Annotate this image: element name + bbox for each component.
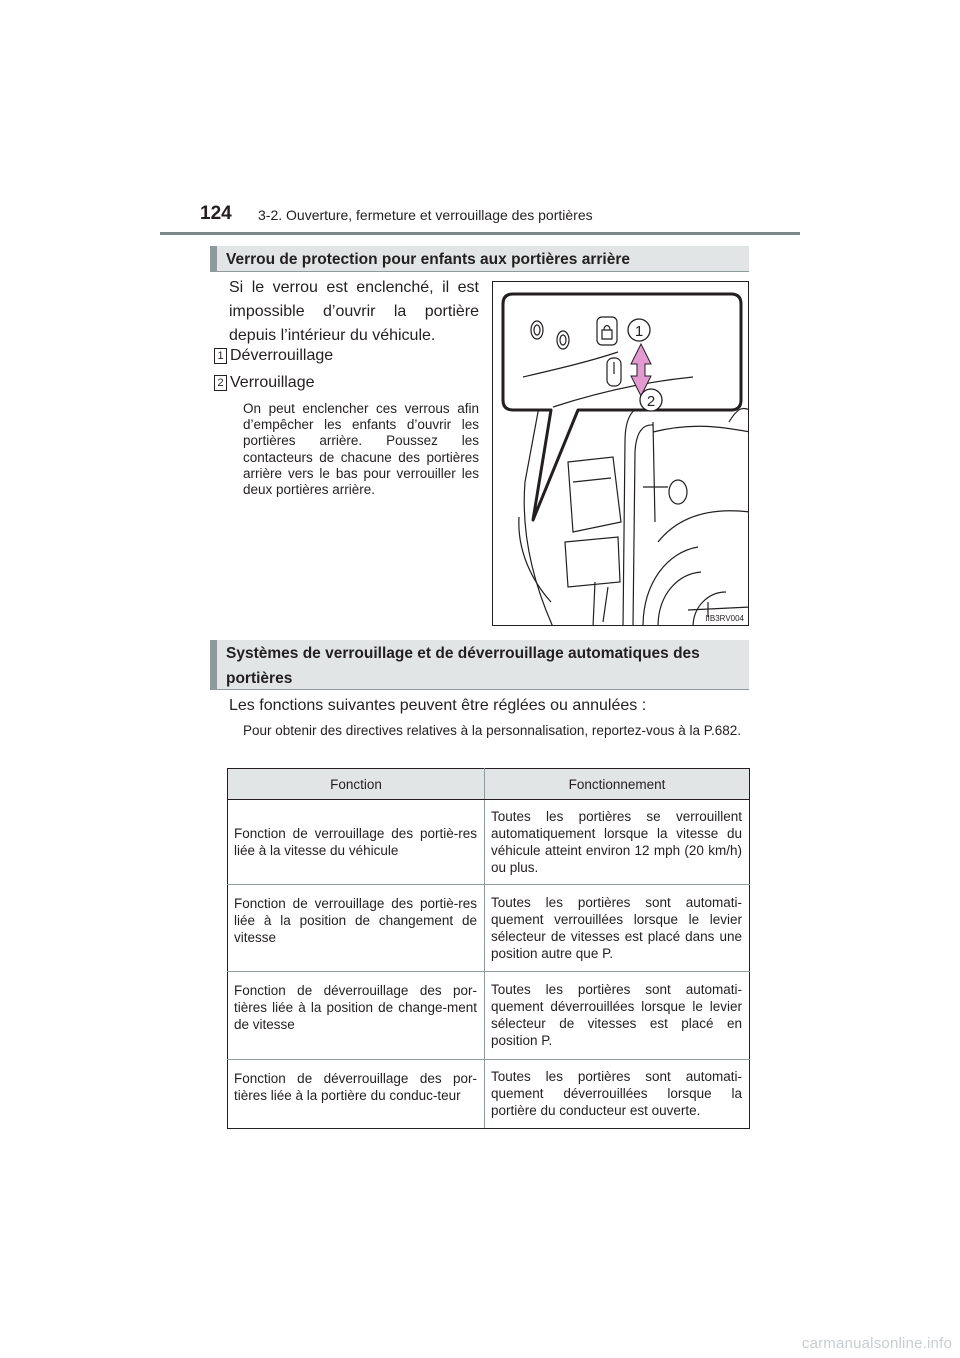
callout-1 — [628, 319, 650, 341]
table-header-row — [228, 769, 750, 800]
rear-door-drawing — [493, 282, 749, 626]
cell-fonctionnement: Toutes les portières sont automati-quement déverrouillées lorsque le levier sélecteur de vitesses est placé en position P. — [485, 972, 750, 1060]
svg-text:2: 2 — [646, 393, 656, 410]
cell-fonction: Fonction de verrouillage des portiè-res liée à la vitesse du véhicule — [228, 800, 485, 885]
table-row — [228, 800, 750, 885]
cell-fonction: Fonction de déverrouillage des por-tières liée à la portière du conduc-teur — [228, 1060, 485, 1129]
watermark: carmanualsonline.info — [801, 1335, 952, 1352]
child-lock-illustration — [492, 281, 749, 626]
cell-fonction: Fonction de verrouillage des portiè-res liée à la position de changement de vitesse — [228, 885, 485, 972]
customization-note: Pour obtenir des directives relatives à la personnalisation, reportez-vous à la P.682. — [243, 723, 742, 738]
cell-fonction: Fonction de déverrouillage des por-tières liée à la position de change-ment de vitesse — [228, 972, 485, 1060]
callout-2 — [640, 389, 662, 411]
column-header-fonctionnement: Fonctionnement — [485, 769, 750, 800]
intro-text: Si le verrou est enclenché, il est impossible d’ouvrir la portière depuis l’intérieur du véhicule. — [229, 279, 479, 344]
page-number: 124 — [200, 203, 232, 224]
table-row — [228, 972, 750, 1060]
cell-fonctionnement: Toutes les portières sont automati-quement verrouillées lorsque le levier sélecteur de vitesses est placé dans une position autre que P. — [485, 885, 750, 972]
section-heading-auto-lock: Systèmes de verrouillage et de déverrouillage automatiques des portières — [210, 640, 749, 690]
svg-text:1: 1 — [634, 323, 644, 340]
chapter-title: 3-2. Ouverture, fermeture et verrouillage des portières — [258, 207, 593, 223]
section-heading-child-lock: Verrou de protection pour enfants aux portières arrière — [210, 246, 749, 272]
list-item-label: Déverrouillage — [230, 347, 334, 364]
functions-paragraph: Les fonctions suivantes peuvent être réglées ou annulées : — [229, 697, 647, 714]
header-rule — [160, 232, 800, 235]
table-row — [228, 1060, 750, 1129]
functions-table — [227, 768, 750, 1129]
column-header-fonction: Fonction — [228, 769, 485, 800]
image-code: IIB3RV004 — [705, 614, 744, 623]
child-lock-note: On peut enclencher ces verrous afin d’empêcher les enfants d’ouvrir les portières arrière. Poussez les contacteurs de chacune des portières arrière vers le bas pour verrouiller les deux portières arrière. — [243, 401, 479, 498]
list-item-label: Verrouillage — [230, 374, 315, 391]
cell-fonctionnement: Toutes les portières sont automati-quement déverrouillées lorsque la portière du conducteur est ouverte. — [485, 1060, 750, 1129]
callout-frame — [503, 294, 741, 520]
number-box: 1 — [214, 348, 227, 364]
table-row — [228, 885, 750, 972]
number-box: 2 — [214, 375, 227, 391]
cell-fonctionnement: Toutes les portières se verrouillent automatiquement lorsque la vitesse du véhicule atteint environ 12 mph (20 km/h) ou plus. — [485, 800, 750, 885]
